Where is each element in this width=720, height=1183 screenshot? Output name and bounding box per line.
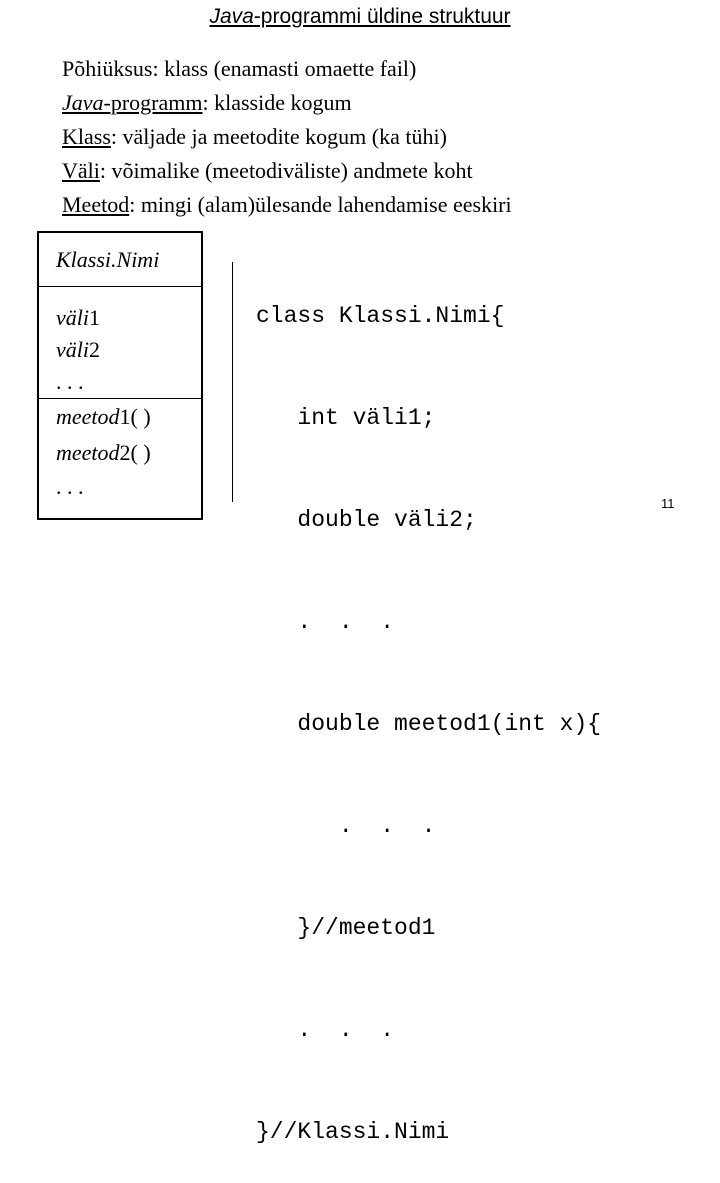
- definition-text: : võimalike (meetodiväliste) andmete koht: [99, 158, 473, 183]
- field-name: väli: [56, 337, 89, 362]
- definition-term-java: Java: [62, 90, 104, 115]
- field-index: 1: [89, 305, 100, 330]
- definitions-list: [62, 52, 512, 222]
- title-rest-part: -programmi üldine struktuur: [253, 5, 511, 28]
- field-index: 2: [89, 337, 100, 362]
- class-fields-ellipsis: . . .: [56, 369, 84, 394]
- code-line: int väli1;: [256, 405, 436, 431]
- field-name: väli: [56, 305, 89, 330]
- definition-java-program: [62, 86, 512, 120]
- class-field-2: [56, 334, 201, 366]
- definition-text: : väljade ja meetodite kogum (ka tühi): [110, 124, 447, 149]
- code-line: }//meetod1: [256, 915, 436, 941]
- definition-term: Klass: [62, 124, 111, 149]
- definition-main-unit: Põhiüksus: klass (enamasti omaette fail): [62, 56, 417, 81]
- definition-method: [62, 188, 512, 222]
- definition-class: [62, 120, 512, 154]
- code-line: . . .: [256, 609, 395, 635]
- method-suffix: 1( ): [119, 404, 151, 429]
- class-method-1: [56, 399, 201, 435]
- class-field-1: [56, 302, 201, 334]
- title-italic-part: Java: [209, 5, 254, 28]
- code-listing: [256, 231, 601, 1183]
- code-line: . . .: [256, 1017, 395, 1043]
- slide-title-text: [209, 5, 510, 28]
- definition-text: : mingi (alam)ülesande lahendamise eeskiri: [129, 192, 512, 217]
- slide-title: [0, 4, 720, 30]
- code-line: . . .: [256, 813, 436, 839]
- definition-term-program: -programm: [103, 90, 203, 115]
- class-method-2: [56, 435, 201, 471]
- method-name: meetod: [56, 440, 120, 465]
- class-members: [39, 287, 201, 503]
- page-number: 11: [661, 496, 675, 511]
- code-line: double meetod1(int x){: [256, 711, 602, 737]
- definition-field: [62, 154, 512, 188]
- code-line: class Klassi.Nimi{: [256, 303, 505, 329]
- definition-term: Väli: [62, 158, 100, 183]
- class-name: Klassi.Nimi: [39, 233, 201, 287]
- method-suffix: 2( ): [119, 440, 151, 465]
- separator-line: [232, 262, 233, 502]
- class-methods-ellipsis: . . .: [56, 474, 84, 499]
- code-line: double väli2;: [256, 507, 477, 533]
- class-diagram-box: [37, 231, 203, 520]
- definition-text: : klasside kogum: [202, 90, 352, 115]
- definition-term: Meetod: [62, 192, 130, 217]
- method-name: meetod: [56, 404, 120, 429]
- code-line: }//Klassi.Nimi: [256, 1119, 450, 1145]
